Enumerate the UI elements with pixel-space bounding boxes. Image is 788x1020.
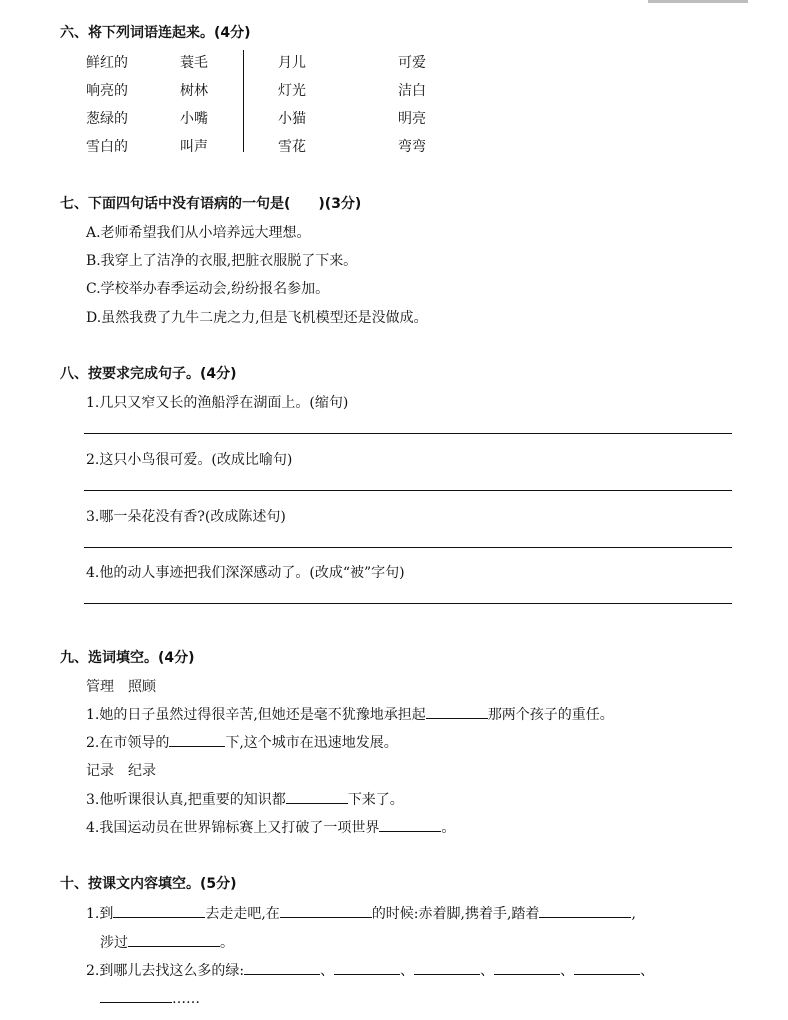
separator: 、 (480, 963, 495, 979)
q6-word: 弯弯 (398, 139, 426, 155)
q7-option: A.老师希望我们从小培养远大理想。 (86, 225, 311, 241)
q6-word: 响亮的 (86, 83, 128, 99)
q6-word: 蓑毛 (180, 55, 208, 71)
header-bar (648, 0, 748, 3)
q9-text: 下来了。 (347, 792, 404, 808)
q10-title: 十、按课文内容填空。(5分) (60, 876, 237, 892)
fill-blank[interactable] (100, 988, 172, 1003)
q8-title: 八、按要求完成句子。(4分) (60, 366, 237, 382)
q10-text: 涉过 (100, 935, 128, 951)
fill-blank[interactable] (286, 789, 348, 804)
q6-word: 灯光 (278, 83, 306, 99)
q9-text: 3.他听课很认真,把重要的知识都 (86, 792, 286, 808)
q6-word: 葱绿的 (86, 111, 128, 127)
q8-answer-line[interactable] (84, 603, 732, 604)
fill-blank[interactable] (113, 903, 205, 918)
fill-blank[interactable] (539, 903, 631, 918)
q10-text: 去走走吧,在 (205, 906, 280, 922)
q9-text: 下,这个城市在迅速地发展。 (225, 735, 398, 751)
q10-text: , (631, 906, 636, 922)
fill-blank[interactable] (426, 704, 488, 719)
q7-title: 七、下面四句话中没有语病的一句是( )(3分) (60, 196, 362, 212)
fill-blank[interactable] (169, 732, 225, 747)
q9-sentence (86, 817, 455, 837)
q9-sentence (86, 704, 614, 724)
q6-word: 叫声 (180, 139, 208, 155)
q8-item: 1.几只又窄又长的渔船浮在湖面上。(缩句) (86, 395, 349, 411)
q9-text: 2.在市领导的 (86, 735, 170, 751)
fill-blank[interactable] (128, 932, 220, 947)
q10-line (100, 988, 200, 1007)
separator: 、 (320, 963, 335, 979)
q10-text: 的时候:赤着脚,携着手,踏着 (371, 906, 540, 922)
q10-text: 2.到哪儿去找这么多的绿: (86, 963, 245, 979)
q6-word: 明亮 (398, 111, 426, 127)
q8-item: 2.这只小鸟很可爱。(改成比喻句) (86, 452, 293, 468)
q6-divider (243, 50, 244, 152)
q9-text: 4.我国运动员在世界锦标赛上又打破了一项世界 (86, 820, 380, 836)
q9-sentence (86, 732, 398, 752)
fill-blank[interactable] (574, 960, 640, 975)
q10-text: 。 (220, 935, 234, 951)
q8-answer-line[interactable] (84, 433, 732, 434)
q6-word: 鲜红的 (86, 55, 128, 71)
separator: 、 (400, 963, 415, 979)
q7-option: D.虽然我费了九牛二虎之力,但是飞机模型还是没做成。 (86, 310, 428, 326)
q10-line (86, 960, 654, 980)
q6-word: 小猫 (278, 111, 306, 127)
q7-option: C.学校举办春季运动会,纷纷报名参加。 (86, 281, 330, 297)
q7-option: B.我穿上了洁净的衣服,把脏衣服脱了下来。 (86, 253, 358, 269)
q9-word-choices: 记录 纪录 (86, 763, 156, 779)
q8-item: 3.哪一朵花没有香?(改成陈述句) (86, 509, 286, 525)
q10-text: …… (172, 991, 200, 1007)
q8-answer-line[interactable] (84, 490, 732, 491)
fill-blank[interactable] (494, 960, 560, 975)
fill-blank[interactable] (334, 960, 400, 975)
q6-word: 雪白的 (86, 139, 128, 155)
q8-answer-line[interactable] (84, 547, 732, 548)
q6-word: 树林 (180, 83, 208, 99)
q9-title: 九、选词填空。(4分) (60, 650, 195, 666)
q9-text: 。 (441, 820, 456, 836)
q10-line (100, 932, 234, 952)
fill-blank[interactable] (280, 903, 372, 918)
q6-word: 月儿 (278, 55, 306, 71)
fill-blank[interactable] (244, 960, 320, 975)
fill-blank[interactable] (414, 960, 480, 975)
fill-blank[interactable] (379, 817, 441, 832)
separator: 、 (640, 963, 655, 979)
q10-line (86, 903, 636, 923)
q6-word: 小嘴 (180, 111, 208, 127)
q9-text: 那两个孩子的重任。 (487, 707, 614, 723)
separator: 、 (560, 963, 575, 979)
q8-item: 4.他的动人事迹把我们深深感动了。(改成“被”字句) (86, 565, 405, 581)
q9-sentence (86, 789, 404, 809)
q9-word-choices: 管理 照顾 (86, 679, 156, 695)
q9-text: 1.她的日子虽然过得很辛苦,但她还是毫不犹豫地承担起 (86, 707, 426, 723)
q6-word: 可爱 (398, 55, 426, 71)
q10-text: 1.到 (86, 906, 114, 922)
q6-word: 洁白 (398, 83, 426, 99)
q6-title: 六、将下列词语连起来。(4分) (60, 25, 251, 41)
q6-word: 雪花 (278, 139, 306, 155)
